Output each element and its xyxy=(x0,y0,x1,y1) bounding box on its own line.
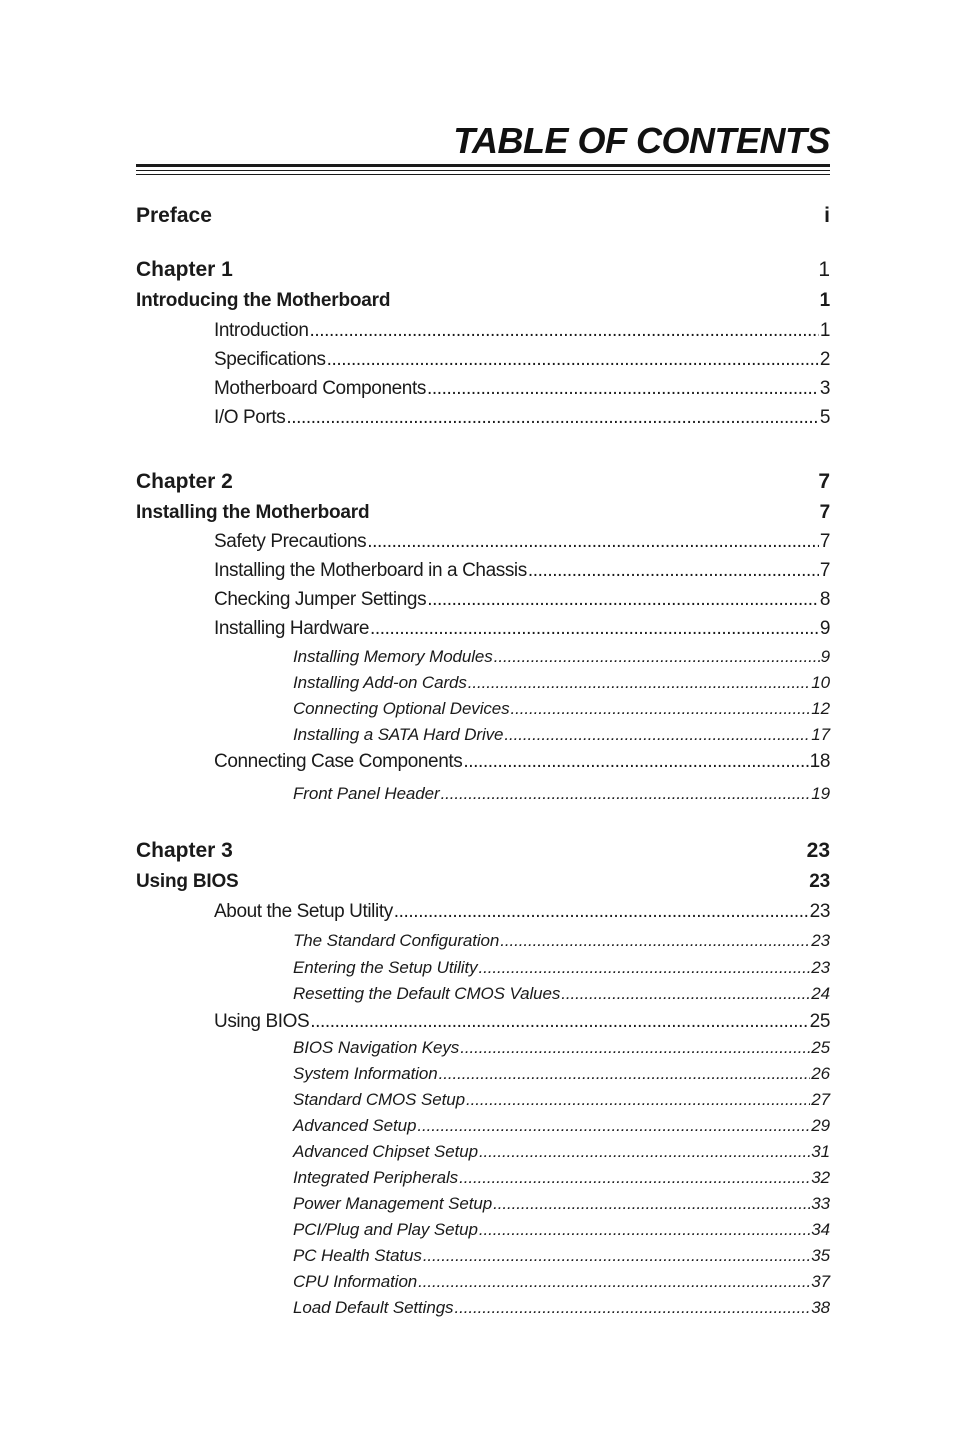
page-title: TABLE OF CONTENTS xyxy=(453,120,830,161)
toc-subentry[interactable] xyxy=(293,647,830,667)
toc-label: Standard CMOS Setup xyxy=(293,1090,465,1109)
dot-leader xyxy=(441,784,811,804)
toc-entry-chapter-2[interactable] xyxy=(136,470,830,494)
dot-leader xyxy=(504,725,810,745)
dot-leader xyxy=(417,1116,810,1136)
dot-leader xyxy=(466,1090,810,1110)
toc-label: I/O Ports xyxy=(214,407,286,428)
dot-leader xyxy=(454,1298,810,1318)
toc-entry-section[interactable] xyxy=(136,290,830,312)
toc-page-number: 7 xyxy=(819,531,830,552)
toc-entry-preface[interactable] xyxy=(136,204,830,228)
toc-page-number: 9 xyxy=(819,618,830,639)
toc-page-number: 7 xyxy=(818,470,830,493)
toc-entry-section[interactable] xyxy=(136,871,830,893)
dot-leader xyxy=(494,647,820,667)
toc-label: Connecting Optional Devices xyxy=(293,699,510,718)
toc-subentry[interactable] xyxy=(293,1038,830,1058)
dot-leader xyxy=(427,378,819,400)
toc-label: Chapter 2 xyxy=(136,470,233,493)
toc-entry-chapter-1[interactable] xyxy=(136,258,830,282)
toc-entry[interactable] xyxy=(214,320,830,342)
toc-page-number: 24 xyxy=(811,984,830,1003)
dot-leader xyxy=(310,1011,808,1033)
dot-leader xyxy=(463,751,808,773)
toc-label: Introduction xyxy=(214,320,309,341)
toc-subentry[interactable] xyxy=(293,1246,830,1266)
toc-page-number: 8 xyxy=(819,589,830,610)
toc-page-number: 35 xyxy=(811,1246,830,1265)
toc-page-number: 23 xyxy=(806,839,830,862)
toc-subentry[interactable] xyxy=(293,1168,830,1188)
toc-entry[interactable] xyxy=(214,407,830,429)
toc-page-number: 23 xyxy=(809,901,830,922)
toc-subentry[interactable] xyxy=(293,1116,830,1136)
toc-entry-section[interactable] xyxy=(136,502,830,524)
title-rule-thick xyxy=(136,164,830,167)
dot-leader xyxy=(479,1220,810,1240)
title-rule-thin xyxy=(136,170,830,171)
toc-label: Installing the Motherboard in a Chassis xyxy=(214,560,527,581)
toc-label: Entering the Setup Utility xyxy=(293,958,478,977)
toc-subentry[interactable] xyxy=(293,1298,830,1318)
toc-entry[interactable] xyxy=(214,901,830,923)
toc-label: Specifications xyxy=(214,349,326,370)
toc-label: Using BIOS xyxy=(136,871,239,892)
toc-subentry[interactable] xyxy=(293,958,830,978)
toc-page-number: 27 xyxy=(811,1090,830,1109)
toc-label: Installing the Motherboard xyxy=(136,502,370,523)
toc-page-number: 1 xyxy=(819,320,830,341)
toc-entry[interactable] xyxy=(214,349,830,371)
toc-page-number: 32 xyxy=(811,1168,830,1187)
toc-entry[interactable] xyxy=(214,618,830,640)
toc-page-number: 17 xyxy=(811,725,830,744)
toc-page-number: 33 xyxy=(811,1194,830,1213)
toc-subentry[interactable] xyxy=(293,931,830,951)
toc-page-number: 12 xyxy=(811,699,830,718)
toc-page-number: 1 xyxy=(819,290,830,311)
toc-page-number: 38 xyxy=(811,1298,830,1317)
dot-leader xyxy=(511,699,811,719)
toc-label: Motherboard Components xyxy=(214,378,426,399)
dot-leader xyxy=(479,1142,810,1162)
dot-leader xyxy=(367,531,819,553)
toc-entry[interactable] xyxy=(214,560,830,582)
dot-leader xyxy=(500,931,810,951)
toc-label: Using BIOS xyxy=(214,1011,310,1032)
toc-page-number: i xyxy=(824,204,830,227)
toc-label: CPU Information xyxy=(293,1272,418,1291)
toc-label: Chapter 3 xyxy=(136,839,233,862)
toc-subentry[interactable] xyxy=(293,699,830,719)
toc-label: Preface xyxy=(136,204,212,227)
toc-page-number: 23 xyxy=(809,871,830,892)
toc-page-number: 1 xyxy=(818,258,830,281)
toc-page-number: 19 xyxy=(811,784,830,803)
toc-entry-chapter-3[interactable] xyxy=(136,839,830,863)
dot-leader xyxy=(370,618,819,640)
toc-label: Resetting the Default CMOS Values xyxy=(293,984,561,1003)
dot-leader xyxy=(468,673,811,693)
toc-subentry[interactable] xyxy=(293,784,830,804)
toc-label: Installing Memory Modules xyxy=(293,647,493,666)
toc-page-number: 34 xyxy=(811,1220,830,1239)
toc-label: BIOS Navigation Keys xyxy=(293,1038,460,1057)
toc-label: System Information xyxy=(293,1064,438,1083)
toc-subentry[interactable] xyxy=(293,1272,830,1292)
toc-label: PC Health Status xyxy=(293,1246,422,1265)
toc-entry[interactable] xyxy=(214,531,830,553)
dot-leader xyxy=(418,1272,810,1292)
toc-label: Introducing the Motherboard xyxy=(136,290,391,311)
toc-page-number: 29 xyxy=(811,1116,830,1135)
toc-page-number: 25 xyxy=(811,1038,830,1057)
toc-page-number: 10 xyxy=(811,673,830,692)
dot-leader xyxy=(310,320,819,342)
toc-page-number: 7 xyxy=(819,560,830,581)
toc-page-number: 5 xyxy=(819,407,830,428)
toc-label: Installing a SATA Hard Drive xyxy=(293,725,504,744)
toc-subentry[interactable] xyxy=(293,984,830,1004)
toc-page-number: 31 xyxy=(811,1142,830,1161)
dot-leader xyxy=(394,901,809,923)
toc-label: Installing Hardware xyxy=(214,618,370,639)
toc-subentry[interactable] xyxy=(293,1220,830,1240)
toc-subentry[interactable] xyxy=(293,1142,830,1162)
toc-label: Connecting Case Components xyxy=(214,751,463,772)
toc-subentry[interactable] xyxy=(293,725,830,745)
dot-leader xyxy=(460,1038,810,1058)
toc-page-number: 23 xyxy=(811,931,830,950)
dot-leader xyxy=(423,1246,810,1266)
dot-leader xyxy=(528,560,819,582)
toc-page-number: 7 xyxy=(819,502,830,523)
dot-leader xyxy=(459,1168,810,1188)
dot-leader xyxy=(286,407,818,429)
toc-entry[interactable] xyxy=(214,378,830,400)
toc-label: Installing Add-on Cards xyxy=(293,673,467,692)
toc-page-number: 3 xyxy=(819,378,830,399)
toc-page-number: 2 xyxy=(819,349,830,370)
toc-label: Advanced Setup xyxy=(293,1116,417,1135)
dot-leader xyxy=(327,349,819,371)
toc-subentry[interactable] xyxy=(293,1194,830,1214)
dot-leader xyxy=(439,1064,811,1084)
toc-label: Chapter 1 xyxy=(136,258,233,281)
toc-label: PCI/Plug and Play Setup xyxy=(293,1220,478,1239)
toc-page-number: 26 xyxy=(811,1064,830,1083)
toc-page-number: 23 xyxy=(811,958,830,977)
dot-leader xyxy=(427,589,819,611)
toc-label: Advanced Chipset Setup xyxy=(293,1142,478,1161)
toc-label: Power Management Setup xyxy=(293,1194,493,1213)
toc-label: About the Setup Utility xyxy=(214,901,393,922)
title-rule-thin-2 xyxy=(136,174,830,175)
toc-subentry[interactable] xyxy=(293,1064,830,1084)
dot-leader xyxy=(493,1194,810,1214)
dot-leader xyxy=(561,984,810,1004)
toc-entry[interactable] xyxy=(214,589,830,611)
toc-page-number: 18 xyxy=(809,751,830,772)
toc-subentry[interactable] xyxy=(293,673,830,693)
toc-label: Load Default Settings xyxy=(293,1298,454,1317)
toc-entry[interactable] xyxy=(214,751,830,773)
toc-label: Safety Precautions xyxy=(214,531,367,552)
toc-subentry[interactable] xyxy=(293,1090,830,1110)
toc-label: The Standard Configuration xyxy=(293,931,500,950)
dot-leader xyxy=(479,958,811,978)
toc-label: Checking Jumper Settings xyxy=(214,589,427,610)
toc-page-number: 25 xyxy=(809,1011,830,1032)
toc-label: Front Panel Header xyxy=(293,784,440,803)
toc-page-number: 37 xyxy=(811,1272,830,1291)
toc-entry[interactable] xyxy=(214,1011,830,1033)
toc-label: Integrated Peripherals xyxy=(293,1168,459,1187)
toc-page-number: 9 xyxy=(820,647,830,666)
